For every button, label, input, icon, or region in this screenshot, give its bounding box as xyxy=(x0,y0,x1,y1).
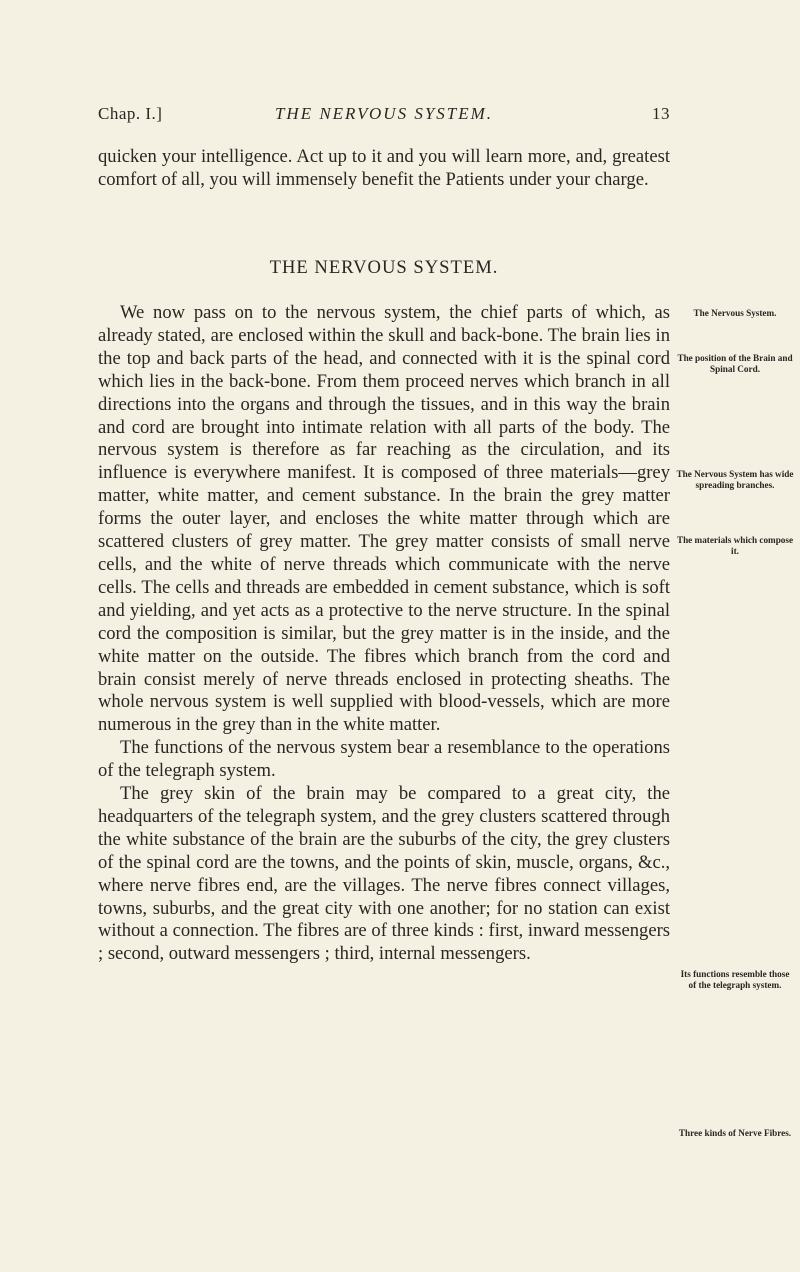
chapter-label: Chap. I.] xyxy=(98,104,163,123)
intro-paragraph: quicken your intelligence. Act up to it and you will learn more, and, greatest comfort of all, you will immensely benefit the Patients under your charge. xyxy=(98,146,670,190)
marginal-note: The position of the Brain and Spinal Cord. xyxy=(677,353,793,374)
main-text xyxy=(98,302,670,966)
marginal-note: Its functions resemble those of the telegraph system. xyxy=(680,969,790,990)
marginal-note: The materials which compose it. xyxy=(676,535,794,556)
paragraph: The grey skin of the brain may be compared to a great city, the headquarters of the telegraph system, and the grey clusters scattered through the white substance of the brain are the suburbs of the city, the grey clusters of the spinal cord are the towns, and the points of skin, muscle, organs, &c., where nerve fibres end, are the villages. The nerve fibres connect villages, towns, suburbs, and the great city with one another; for no station can exist without a connection. The fibres are of three kinds : first, inward messengers ; second, outward messengers ; third, internal messengers. xyxy=(98,783,670,965)
running-head xyxy=(98,104,670,128)
section-heading: THE NERVOUS SYSTEM. xyxy=(269,257,499,278)
paragraph: We now pass on to the nervous system, the chief parts of which, as already stated, are enclosed within the skull and back-bone. The brain lies in the top and back parts of the head, and connected with it is the spinal cord which lies in the back-bone. From them proceed nerves which branch in all directions into the organs and through the tissues, and in this way the brain and cord are brought into intimate relation with all parts of the body. The nervous system is therefore as far reaching as the circulation, and its influence is everywhere manifest. It is composed of three materials—grey matter, white matter, and cement substance. In the brain the grey matter forms the outer layer, and encloses the white matter through which are scattered clusters of grey matter. The grey matter consists of small nerve cells, and the white of nerve threads which communicate with the nerve cells. The cells and threads are embedded in cement substance, which is soft and yielding, and yet acts as a protective to the nerve structure. In the spinal cord the composition is similar, but the grey matter is in the inside, and the white matter on the outside. The fibres which branch from the cord and brain consist merely of nerve threads enclosed in protecting sheaths. The whole nervous system is well supplied with blood-vessels, which are more numerous in the grey than in the white matter. xyxy=(98,302,670,736)
marginal-note: The Nervous System. xyxy=(693,308,777,318)
running-title: THE NERVOUS SYSTEM. xyxy=(274,104,494,123)
marginal-note: The Nervous System has wide spreading branches. xyxy=(676,469,794,490)
paragraph: The functions of the nervous system bear a resemblance to the operations of the telegraph system. xyxy=(98,737,670,782)
marginal-note: Three kinds of Nerve Fibres. xyxy=(678,1128,792,1138)
page-number: 13 xyxy=(652,104,670,123)
intro-block xyxy=(98,146,670,192)
